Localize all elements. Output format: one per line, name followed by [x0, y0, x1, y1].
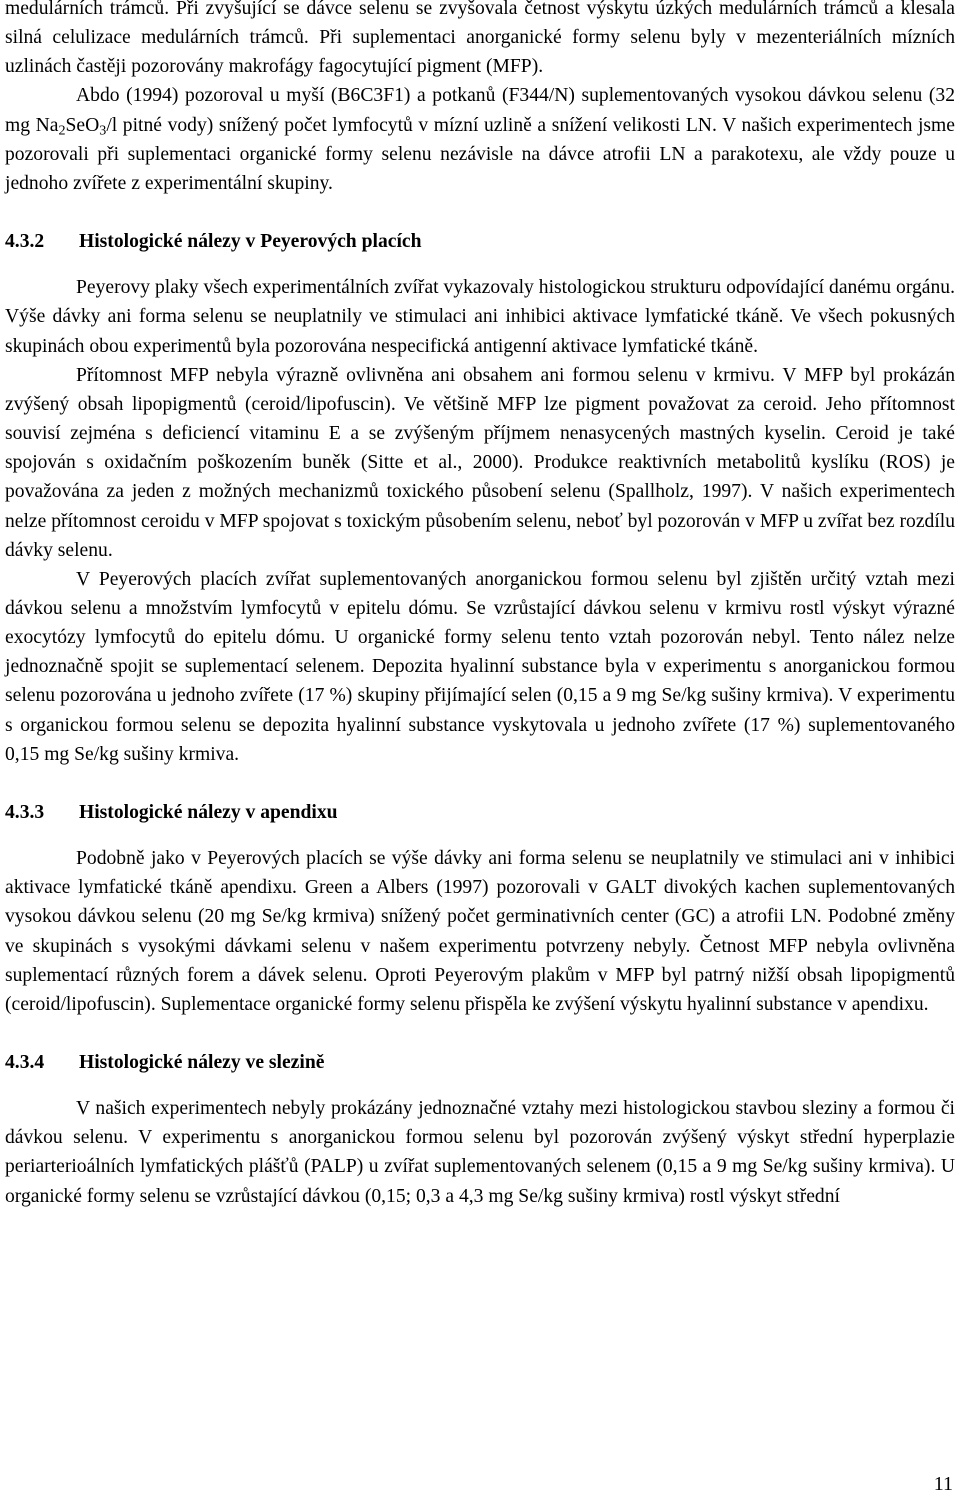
paragraph-continued: medulárních trámců. Při zvyšující se dávce selenu se zvyšovala četnost výskytu úzkých medulárních trámců a klesala silná celulizace medulárních trámců. Při suplementaci anorganické formy selenu byly v mezenteriálních mízních uzlinách častěji pozorovány makrofágy fagocytující pigment (MFP). — [5, 0, 955, 78]
section-title: Histologické nálezy ve slezině — [79, 1052, 325, 1073]
subscript-2: 2 — [58, 122, 66, 139]
section-heading-4-3-4 — [5, 1048, 955, 1077]
section-number: 4.3.4 — [5, 1052, 45, 1073]
paragraph-spleen: V našich experimentech nebyly prokázány jednoznačné vztahy mezi histologickou stavbou sleziny a formou či dávkou selenu. V experimentu s anorganickou formou selenu byl pozorován zvýšený výskyt střední hyperplazie periarterioálních lymfatických plášťů (PALP) u zvířat suplementovaných selenem (0,15 a 9 mg Se/kg sušiny krmiva). U organické formy selenu se vzrůstající dávkou (0,15; 0,3 a 4,3 mg Se/kg sušiny krmiva) rostl výskyt střední — [5, 1098, 955, 1207]
paragraph-apendix: Podobně jako v Peyerových placích se výše dávky ani forma selenu se neuplatnily ve stimulaci ani v inhibici aktivace lymfatické tkáně apendixu. Green a Albers (1997) pozorovali v GALT divokých kachen suplementovaných vysokou dávkou selenu (20 mg Se/kg krmiva) snížený počet germinativních center (GC) a atrofii LN. Podobné změny ve skupinách s vysokými dávkami selenu v našem experimentu potvrzeny nebyly. Četnost MFP nebyla ovlivněna suplementací různých forem a dávek selenu. Oproti Peyerovým plakům v MFP byl patrný nižší obsah lipopigmentů (ceroid/lipofuscin). Suplementace organické formy selenu přispěla ke zvýšení výskytu hyalinní substance v apendixu. — [5, 848, 955, 1015]
section-number: 4.3.3 — [5, 801, 45, 823]
section-heading-4-3-2 — [5, 227, 955, 256]
paragraph-abdo-text-start: Abdo (1994) pozoroval u myší (B6C3F1) a potkanů (F344/N) suplementovaných vysokou dávkou selenu (32 mg Na — [5, 85, 955, 136]
paragraph-abdo — [5, 81, 955, 198]
formula-seo: SeO — [65, 114, 100, 136]
paragraph-abdo-text-end: /l pitné vody) snížený počet lymfocytů v mízní uzlině a snížení velikosti LN. V našich experimentech jsme pozorovali při suplementaci organické formy selenu nezávisle na dávce atrofii LN a parakotexu, ale vždy pouze u jednoho zvířete z experimentální skupiny. — [5, 114, 955, 194]
paragraph-peyer-structure: Peyerovy plaky všech experimentálních zvířat vykazovaly histologickou strukturu odpovídající danému orgánu. Výše dávky ani forma selenu se neuplatnily ve stimulaci ani inhibici aktivace lymfatické tkáně. Ve všech pokusných skupinách obou experimentů byla pozorována nespecifická antigenní aktivace lymfatické tkáně. — [5, 277, 955, 357]
section-title: Histologické nálezy v Peyerových placích — [79, 231, 422, 253]
paragraph-peyer-lymphocytes: V Peyerových placích zvířat suplementovaných anorganickou formou selenu byl zjištěn určitý vztah mezi dávkou selenu a množstvím lymfocytů v epitelu dómu. Se vzrůstající dávkou selenu v krmivu rostl výskyt výrazné exocytózy lymfocytů do epitelu dómu. U organické formy selenu tento vztah pozorován nebyl. Tento nález nelze jednoznačně spojit se suplementací selenem. Depozita hyalinní substance byla v experimentu s anorganickou formou selenu pozorována u jednoho zvířete (17 %) skupiny přijímající selen (0,15 a 9 mg Se/kg sušiny krmiva). V experimentu s organickou formou selenu se depozita hyalinní substance vyskytovala u jednoho zvířete (17 %) suplementovaného 0,15 mg Se/kg sušiny krmiva. — [5, 568, 955, 765]
document-page — [5, 0, 955, 1211]
paragraph-mfp: Přítomnost MFP nebyla výrazně ovlivněna ani obsahem ani formou selenu v krmivu. V MFP byl prokázán zvýšený obsah lipopigmentů (ceroid/lipofuscin). Ve většině MFP lze pigment považovat za ceroid. Jeho přítomnost souvisí zejména s deficiencí vitaminu E a se zvýšeným příjmem nenasycených mastných kyselin. Ceroid je také spojován s oxidačním poškozením buněk (Sitte et al., 2000). Produkce reaktivních metabolitů kyslíku (ROS) je považována za jeden z možných mechanizmů toxického působení selenu (Spallholz, 1997). V našich experimentech nelze přítomnost ceroidu v MFP spojovat s toxickým působením selenu, neboť byl pozorován v MFP u zvířat bez rozdílu dávky selenu. — [5, 364, 955, 561]
subscript-3: 3 — [99, 122, 107, 139]
section-heading-4-3-3 — [5, 798, 955, 827]
section-number: 4.3.2 — [5, 231, 45, 253]
section-title: Histologické nálezy v apendixu — [79, 801, 338, 823]
page-number: 11 — [933, 1473, 953, 1495]
